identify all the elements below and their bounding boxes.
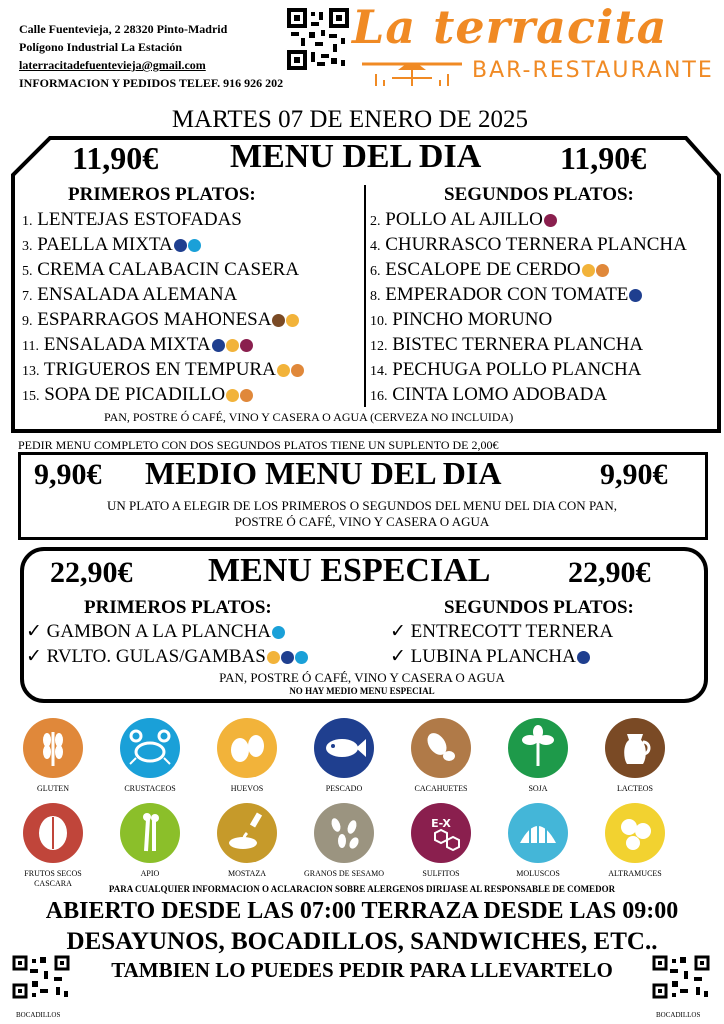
- allergen-label: GLUTEN: [37, 784, 69, 793]
- allergen-label: FRUTOS SECOS CASCARA: [24, 869, 82, 888]
- menu-item: [370, 283, 642, 309]
- email-link[interactable]: laterracitadefuentevieja@gmail.com: [19, 58, 206, 72]
- qr-label-left: BOCADILLOS: [16, 1011, 61, 1019]
- qr-code-bocadillos-right[interactable]: [650, 955, 712, 1009]
- sulfitos-allergen-icon: [240, 339, 253, 352]
- menu-item: [22, 358, 304, 384]
- medio-menu-price-right: 9,90€: [600, 458, 668, 491]
- soy-icon: [508, 718, 568, 778]
- especial-includes: PAN, POSTRE Ó CAFÉ, VINO Y CASERA O AGUA: [219, 670, 505, 685]
- primeros-title: PRIMEROS PLATOS:: [68, 184, 256, 205]
- address-line: Calle Fuentevieja, 2 28320 Pinto-Madrid: [19, 22, 228, 36]
- gluten-allergen-icon: [596, 264, 609, 277]
- mustard-icon: [217, 803, 277, 863]
- allergen-note: PARA CUALQUIER INFORMACION O ACLARACION SOBRE ALERGENOS DIRIJASE AL RESPONSABLE DE COMEDOR: [108, 884, 616, 894]
- allergen-label: CACAHUETES: [414, 784, 468, 793]
- allergen-label: GRANOS DE SESAMO: [304, 869, 385, 878]
- menu-item: [22, 258, 299, 284]
- especial-price-right: 22,90€: [568, 556, 651, 589]
- check-icon: ✓: [26, 621, 42, 642]
- fish-icon: [314, 718, 374, 778]
- milk-jug-icon: [605, 718, 665, 778]
- especial-title: MENU ESPECIAL: [208, 552, 491, 589]
- especial-note: NO HAY MEDIO MENU ESPECIAL: [289, 686, 435, 696]
- menu-item-number: 8.: [370, 289, 381, 304]
- menu-item-number: 11.: [22, 339, 39, 354]
- huevos-allergen-icon: [286, 314, 299, 327]
- menu-item-number: 5.: [22, 264, 33, 279]
- logo-title: La terracita: [352, 0, 668, 54]
- menu-item: [370, 333, 643, 359]
- qr-code-bocadillos-left[interactable]: [10, 955, 72, 1009]
- crab-icon: [120, 718, 180, 778]
- menu-item-name: ESPARRAGOS MAHONESA: [37, 309, 272, 330]
- gluten-allergen-icon: [240, 389, 253, 402]
- menu-item-number: 10.: [370, 314, 388, 329]
- menu-item-name: GAMBON A LA PLANCHA: [46, 621, 272, 642]
- menu-item-number: 14.: [370, 364, 388, 379]
- menu-item-name: CREMA CALABACIN CASERA: [37, 259, 300, 280]
- menu-item-number: 12.: [370, 339, 388, 354]
- menu-item-number: 2.: [370, 214, 381, 229]
- check-icon: ✓: [390, 646, 406, 667]
- menu-item: [370, 258, 609, 284]
- menu-item-number: 1.: [22, 214, 33, 229]
- pescado-allergen-icon: [174, 239, 187, 252]
- check-icon: ✓: [26, 646, 42, 667]
- peanut-icon: [411, 718, 471, 778]
- menu-item: [390, 620, 613, 644]
- huevos-allergen-icon: [582, 264, 595, 277]
- menu-item-number: 6.: [370, 264, 381, 279]
- menu-item: [370, 233, 687, 259]
- supplement-note: PEDIR MENU COMPLETO CON DOS SEGUNDOS PLATOS TIENE UN SUPLENTO DE 2,00€: [18, 438, 499, 452]
- menu-item: [370, 208, 557, 234]
- menu-item: [22, 308, 299, 334]
- menu-item-name: SOPA DE PICADILLO: [44, 384, 226, 405]
- allergen-label: HUEVOS: [230, 784, 264, 793]
- menu-item-name: LENTEJAS ESTOFADAS: [37, 209, 242, 230]
- menu-item: [22, 333, 253, 359]
- walnut-icon: [23, 803, 83, 863]
- menu-item: [370, 358, 641, 384]
- terrace-table-icon: [362, 58, 462, 93]
- especial-primeros-title: PRIMEROS PLATOS:: [84, 597, 272, 618]
- area-line: Polígono Industrial La Estación: [19, 40, 183, 54]
- menu-item-name: CHURRASCO TERNERA PLANCHA: [385, 234, 687, 255]
- menu-item-name: ESCALOPE DE CERDO: [385, 259, 581, 280]
- allergen-label: MOLUSCOS: [516, 869, 560, 878]
- sulfitos-allergen-icon: [544, 214, 557, 227]
- huevos-allergen-icon: [267, 651, 280, 664]
- allergen-label: CRUSTACEOS: [124, 784, 176, 793]
- medio-menu-desc-1: UN PLATO A ELEGIR DE LOS PRIMEROS O SEGUNDOS DEL MENU DEL DIA CON PAN,: [106, 498, 618, 513]
- menu-dia-includes: PAN, POSTRE Ó CAFÉ, VINO Y CASERA O AGUA (CERVEZA NO INCLUIDA): [104, 410, 514, 424]
- pescado-allergen-icon: [577, 651, 590, 664]
- lupin-icon: [605, 803, 665, 863]
- menu-item: [390, 645, 590, 669]
- menu-item: [22, 383, 253, 409]
- especial-price-left: 22,90€: [50, 556, 133, 589]
- gluten-allergen-icon: [291, 364, 304, 377]
- check-icon: ✓: [390, 621, 406, 642]
- menu-item-name: RVLTO. GULAS/GAMBAS: [46, 646, 266, 667]
- celery-icon: [120, 803, 180, 863]
- menu-item-name: PECHUGA POLLO PLANCHA: [392, 359, 642, 380]
- especial-segundos-title: SEGUNDOS PLATOS:: [444, 597, 634, 618]
- allergen-label: SULFITOS: [422, 869, 460, 878]
- allergen-label: LACTEOS: [617, 784, 653, 793]
- menu-item: [26, 620, 285, 644]
- menu-item: [370, 308, 552, 334]
- menu-item-number: 7.: [22, 289, 33, 304]
- svg-text:E-X: E-X: [431, 817, 451, 830]
- menu-item-number: 13.: [22, 364, 40, 379]
- pescado-allergen-icon: [281, 651, 294, 664]
- huevos-allergen-icon: [226, 339, 239, 352]
- sesame-icon: [314, 803, 374, 863]
- menu-dia-price-left: 11,90€: [72, 140, 159, 176]
- allergen-label: MOSTAZA: [227, 869, 267, 878]
- menu-item-name: CINTA LOMO ADOBADA: [392, 384, 608, 405]
- lacteos-allergen-icon: [272, 314, 285, 327]
- allergen-label: APIO: [140, 869, 160, 878]
- menu-item-name: ENTRECOTT TERNERA: [410, 621, 614, 642]
- allergen-label: SOJA: [528, 784, 548, 793]
- menu-item-number: 9.: [22, 314, 33, 329]
- menu-item-name: PINCHO MORUNO: [392, 309, 553, 330]
- qr-code-header[interactable]: [287, 8, 349, 70]
- menu-item-number: 15.: [22, 389, 40, 404]
- menu-item: [22, 283, 237, 309]
- shell-icon: [508, 803, 568, 863]
- menu-item-name: POLLO AL AJILLO: [385, 209, 543, 230]
- crustaceos-allergen-icon: [272, 626, 285, 639]
- huevos-allergen-icon: [277, 364, 290, 377]
- crustaceos-allergen-icon: [188, 239, 201, 252]
- medio-menu-title: MEDIO MENU DEL DIA: [145, 455, 502, 491]
- menu-item-name: PAELLA MIXTA: [37, 234, 173, 255]
- pescado-allergen-icon: [629, 289, 642, 302]
- menu-item-number: 4.: [370, 239, 381, 254]
- crustaceos-allergen-icon: [295, 651, 308, 664]
- huevos-allergen-icon: [226, 389, 239, 402]
- sulfites-icon: [411, 803, 471, 863]
- food-line: DESAYUNOS, BOCADILLOS, SANDWICHES, ETC..: [66, 928, 658, 955]
- menu-item: [22, 208, 242, 234]
- menu-item-number: 16.: [370, 389, 388, 404]
- menu-dia-price-right: 11,90€: [560, 140, 647, 176]
- menu-item-name: BISTEC TERNERA PLANCHA: [392, 334, 644, 355]
- logo-subtitle: BAR-RESTAURANTE: [472, 58, 714, 83]
- menu-item-name: LUBINA PLANCHA: [410, 646, 576, 667]
- medio-menu-desc-2: POSTRE Ó CAFÉ, VINO Y CASERA O AGUA: [234, 514, 490, 529]
- segundos-title: SEGUNDOS PLATOS:: [444, 184, 634, 205]
- eggs-icon: [217, 718, 277, 778]
- menu-dia-title: MENU DEL DIA: [230, 138, 482, 175]
- allergen-label: PESCADO: [325, 784, 363, 793]
- phone-line: INFORMACION Y PEDIDOS TELEF. 916 926 202: [19, 76, 284, 90]
- medio-menu-price-left: 9,90€: [34, 458, 102, 491]
- menu-date: MARTES 07 DE ENERO DE 2025: [171, 106, 529, 133]
- menu-item: [370, 383, 607, 409]
- menu-item-name: TRIGUEROS EN TEMPURA: [43, 359, 276, 380]
- menu-item-name: EMPERADOR CON TOMATE: [385, 284, 629, 305]
- menu-item: [22, 233, 201, 259]
- pescado-allergen-icon: [212, 339, 225, 352]
- menu-item-name: ENSALADA ALEMANA: [37, 284, 238, 305]
- qr-label-right: BOCADILLOS: [656, 1011, 701, 1019]
- menu-item-number: 3.: [22, 239, 33, 254]
- menu-item-name: ENSALADA MIXTA: [43, 334, 211, 355]
- menu-item: [26, 645, 308, 669]
- wheat-icon: [23, 718, 83, 778]
- hours-line: ABIERTO DESDE LAS 07:00 TERRAZA DESDE LAS 09:00: [45, 898, 679, 924]
- allergen-label: ALTRAMUCES: [608, 869, 662, 878]
- takeaway-line: TAMBIEN LO PUEDES PEDIR PARA LLEVARTELO: [111, 958, 613, 982]
